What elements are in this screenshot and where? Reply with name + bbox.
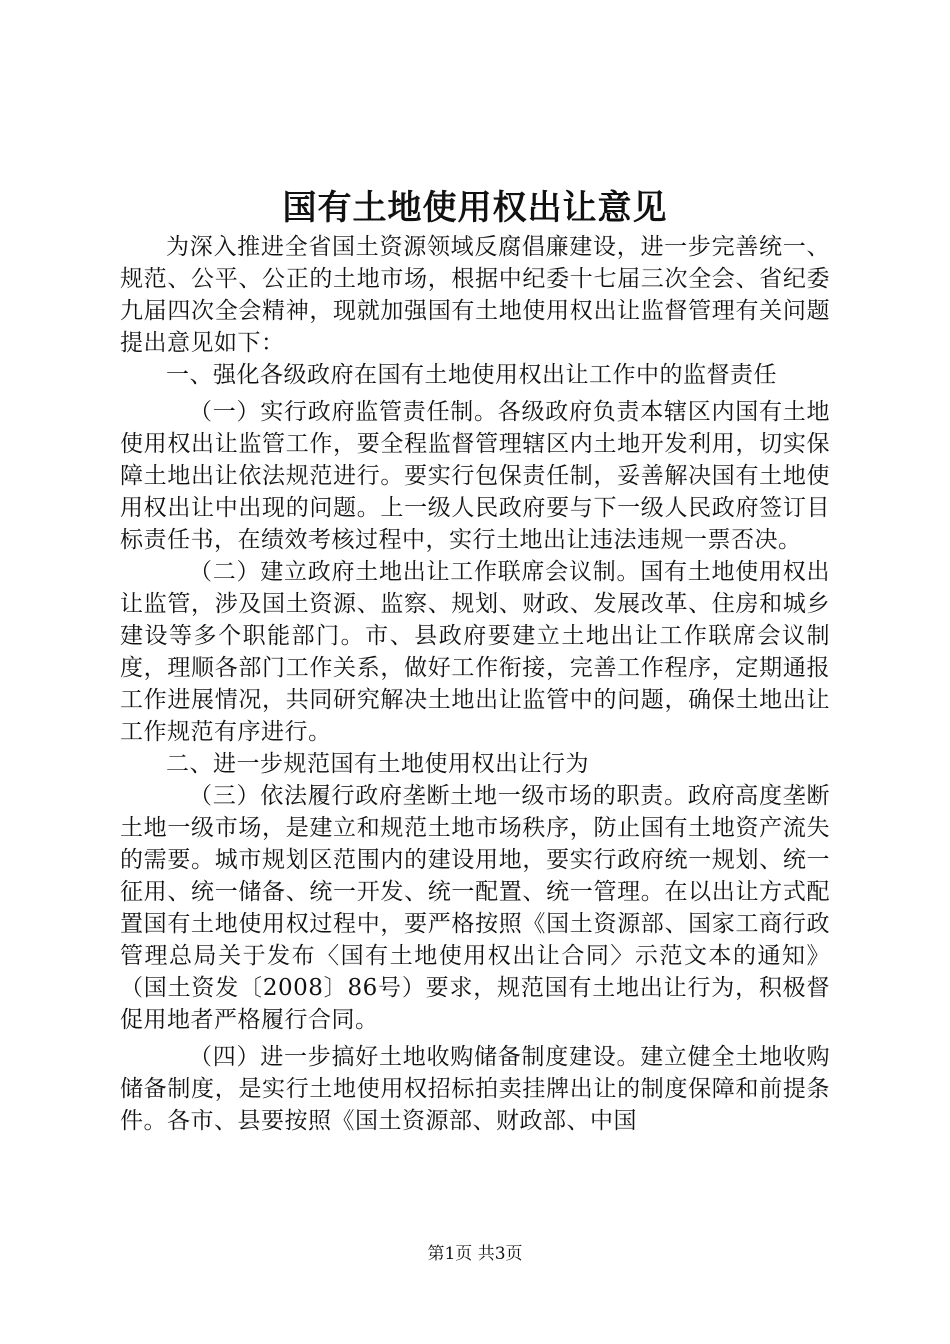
section-heading-2: 二、进一步规范国有土地使用权出让行为 — [166, 751, 589, 777]
clause-paragraph-1: （一）实行政府监管责任制。各级政府负责本辖区内国有土地使用权出让监管工作，要全程监督管理辖区内土地开发利用，切实保障土地出让依法规范进行。要实行包保责任制，妥善解决国有土地使用权出让中出现的问题。上一级人民政府要与下一级人民政府签订目标责任书，在绩效考核过程中，实行土地出让违法违规一票否决。 — [120, 399, 830, 553]
intro-paragraph: 为深入推进全省国土资源领域反腐倡廉建设，进一步完善统一、规范、公平、公正的土地市场，根据中纪委十七届三次全会、省纪委九届四次全会精神，现就加强国有土地使用权出让监督管理有关问题提出意见如下： — [120, 234, 830, 356]
page-number-footer: 第1页 共3页 — [427, 1244, 523, 1264]
clause-paragraph-4: （四）进一步搞好土地收购储备制度建设。建立健全土地收购储备制度，是实行土地使用权招标拍卖挂牌出让的制度保障和前提条件。各市、县要按照《国土资源部、财政部、中国 — [120, 1044, 830, 1134]
clause-paragraph-3: （三）依法履行政府垄断土地一级市场的职责。政府高度垄断土地一级市场，是建立和规范土地市场秩序，防止国有土地资产流失的需要。城市规划区范围内的建设用地，要实行政府统一规划、统一征用、统一储备、统一开发、统一配置、统一管理。在以出让方式配置国有土地使用权过程中，要严格按照《国土资源部、国家工商行政管理总局关于发布〈国有土地使用权出让合同〉示范文本的通知》（国土资发〔2008〕86号）要求，规范国有土地出让行为，积极督促用地者严格履行合同。 — [120, 783, 830, 1033]
document-body — [120, 231, 830, 1137]
document-title: 国有土地使用权出让意见 — [282, 188, 668, 228]
clause-paragraph-2: （二）建立政府土地出让工作联席会议制。国有土地使用权出让监管，涉及国土资源、监察、规划、财政、发展改革、住房和城乡建设等多个职能部门。市、县政府要建立土地出让工作联席会议制度，理顺各部门工作关系，做好工作衔接，完善工作程序，定期通报工作进展情况，共同研究解决土地出让监管中的问题，确保土地出让工作规范有序进行。 — [120, 559, 830, 745]
section-heading-1: 一、强化各级政府在国有土地使用权出让工作中的监督责任 — [166, 362, 777, 388]
